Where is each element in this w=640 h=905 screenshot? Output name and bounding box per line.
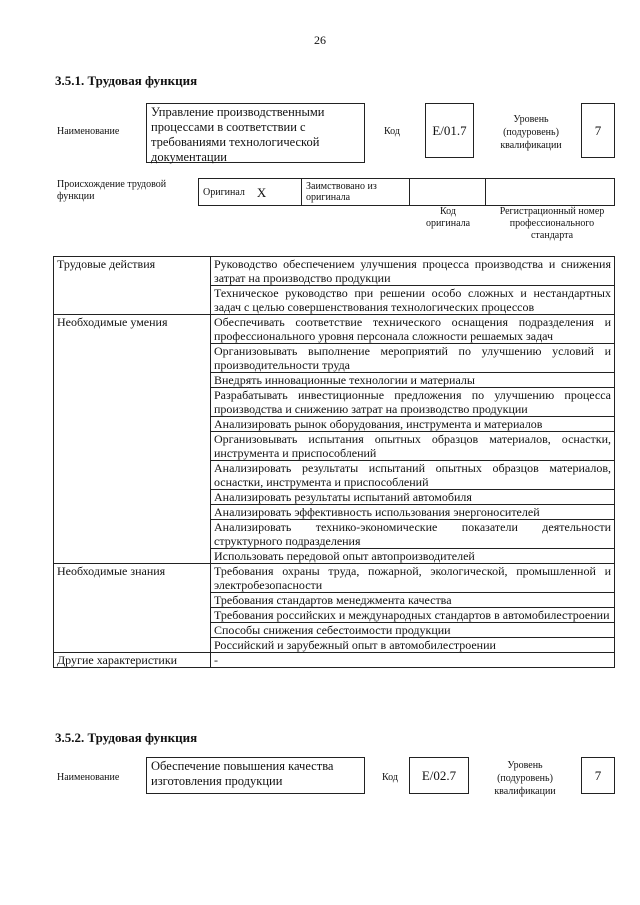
page-number: 26 — [314, 33, 326, 47]
origin-reg-cell — [485, 178, 615, 206]
level-value-1: 7 — [581, 103, 615, 158]
knowledge-item: Требования охраны труда, пожарной, экологической, промышленной и электробезопасности — [211, 564, 615, 593]
other-value: - — [211, 653, 615, 668]
origin-code-cell — [409, 178, 486, 206]
table-row — [54, 315, 615, 344]
code-value-2: E/02.7 — [409, 757, 469, 794]
skill-item: Организовывать выполнение мероприятий по улучшению условий и производительности труда — [211, 344, 615, 373]
code-value-1: E/01.7 — [425, 103, 474, 158]
table-row — [54, 564, 615, 593]
skills-label: Необходимые умения — [54, 315, 211, 564]
knowledge-item: Требования стандартов менеджмента качества — [211, 593, 615, 608]
skill-item: Анализировать рынок оборудования, инструмента и материалов — [211, 417, 615, 432]
level-label-2: Уровень (подуровень) квалификации — [494, 760, 556, 797]
skill-item: Организовывать испытания опытных образцов материалов, оснастки, инструмента и приспособлений — [211, 432, 615, 461]
reg-caption: Регистрационный номер профессионального стандарта — [499, 206, 605, 241]
skill-item: Внедрять инновационные технологии и материалы — [211, 373, 615, 388]
skill-item: Использовать передовой опыт автопроизводителей — [211, 549, 615, 564]
name-label-1: Наименование — [57, 126, 120, 137]
skill-item: Анализировать результаты испытаний опытных образцов материалов, оснастки, инструмента и приспособлений — [211, 461, 615, 490]
skill-item: Разрабатывать инвестиционные предложения по улучшению процесса производства и снижению затрат на производство продукции — [211, 388, 615, 417]
table-row — [54, 257, 615, 286]
skill-item: Анализировать эффективность использования энергоносителей — [211, 505, 615, 520]
function-table — [53, 256, 615, 668]
name-value-1: Управление производственными процессами в соответствии с требованиями технологической документации — [146, 103, 365, 163]
knowledge-label: Необходимые знания — [54, 564, 211, 653]
code-label-2: Код — [382, 772, 398, 783]
name-value-2: Обеспечение повышения качества изготовления продукции — [146, 757, 365, 794]
table-row — [54, 653, 615, 668]
original-label: Оригинал — [203, 186, 245, 198]
skill-item: Анализировать технико-экономические показатели деятельности структурного подразделения — [211, 520, 615, 549]
knowledge-item: Российский и зарубежный опыт в автомобилестроении — [211, 638, 615, 653]
origin-original-cell — [198, 178, 302, 206]
labor-actions-label: Трудовые действия — [54, 257, 211, 315]
skill-item: Анализировать результаты испытаний автомобиля — [211, 490, 615, 505]
skill-item: Обеспечивать соответствие технического оснащения подразделения и профессионального уровня персонала сложности решаемых задач — [211, 315, 615, 344]
level-label-1: Уровень (подуровень) квалификации — [500, 114, 562, 151]
knowledge-item: Требования российских и международных стандартов в автомобилестроении — [211, 608, 615, 623]
borrowed-label: Заимствовано из оригинала — [301, 178, 410, 206]
code-caption: Код оригинала — [425, 206, 471, 229]
origin-label: Происхождение трудовой функции — [57, 179, 167, 202]
labor-action-item: Техническое руководство при решении особо сложных и нестандартных задач с целью совершенствования технологических процессов — [211, 286, 615, 315]
knowledge-item: Способы снижения себестоимости продукции — [211, 623, 615, 638]
code-label-1: Код — [384, 126, 400, 137]
labor-action-item: Руководство обеспечением улучшения процесса производства и снижения затрат на производство продукции — [211, 257, 615, 286]
name-label-2: Наименование — [57, 772, 120, 783]
section-title-2: 3.5.2. Трудовая функция — [55, 730, 198, 745]
section-title-1: 3.5.1. Трудовая функция — [55, 73, 198, 88]
other-label: Другие характеристики — [54, 653, 211, 668]
level-value-2: 7 — [581, 757, 615, 794]
original-mark: X — [256, 184, 267, 200]
